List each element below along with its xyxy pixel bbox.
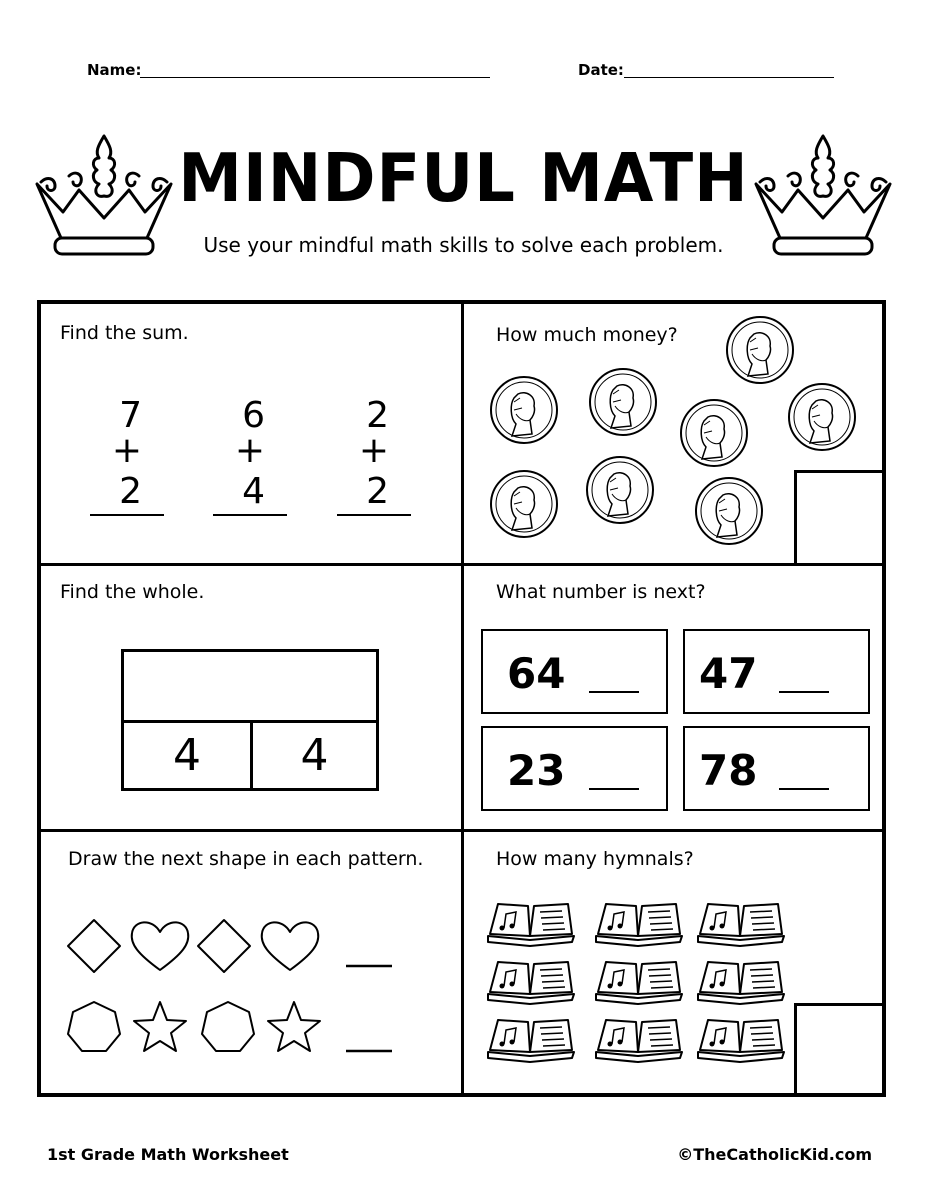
number-value: 23	[507, 746, 566, 795]
q1-prompt: Find the sum.	[60, 322, 189, 344]
addend-top: 6	[242, 395, 265, 436]
date-label: Date:	[578, 61, 624, 79]
penny-icon	[491, 471, 557, 537]
addition-problem	[203, 395, 287, 516]
part-right: 4	[300, 730, 329, 781]
number-value: 64	[507, 649, 566, 698]
hymnal-icon	[596, 904, 682, 946]
coin-text-top	[20, 1160, 29, 1161]
date-field[interactable]	[624, 77, 834, 78]
addend-bottom: + 4	[234, 430, 265, 512]
shape-patterns	[40, 900, 460, 1070]
q4-prompt: What number is next?	[496, 581, 706, 603]
hymnal-icon	[698, 962, 784, 1004]
answer-line[interactable]	[213, 514, 287, 516]
part-left: 4	[124, 723, 253, 788]
answer-line[interactable]	[90, 514, 164, 516]
page-title: MINDFUL MATH	[178, 140, 749, 218]
answer-blank[interactable]	[779, 788, 829, 790]
star-icon	[134, 1002, 186, 1051]
footer-copyright: ©TheCatholicKid.com	[677, 1145, 872, 1164]
number-sequence-box	[481, 629, 668, 714]
penny-icon	[590, 369, 656, 435]
number-sequence-box	[683, 726, 870, 811]
hymnal-books	[464, 880, 794, 1090]
heptagon-icon	[68, 1002, 120, 1051]
hymnal-icon	[698, 1020, 784, 1062]
answer-line[interactable]	[337, 514, 411, 516]
whole-answer-box[interactable]	[124, 652, 376, 723]
penny-icon	[727, 317, 793, 383]
addend-top: 7	[119, 395, 142, 436]
coin-inscriptions	[20, 1160, 36, 1161]
coin-year	[34, 1160, 37, 1161]
addend-bottom: + 2	[111, 430, 142, 512]
footer-title: 1st Grade Math Worksheet	[47, 1145, 289, 1164]
hymnal-icon	[596, 962, 682, 1004]
penny-icon	[491, 377, 557, 443]
addend-bottom: + 2	[358, 430, 389, 512]
diamond-icon	[68, 920, 120, 972]
answer-blank[interactable]	[589, 788, 639, 790]
penny-icon	[789, 384, 855, 450]
number-sequence-box	[683, 629, 870, 714]
hymnal-answer-box[interactable]	[794, 1003, 886, 1097]
number-value: 78	[699, 746, 758, 795]
addend-top: 2	[366, 395, 389, 436]
answer-blank[interactable]	[779, 691, 829, 693]
heptagon-icon	[202, 1002, 254, 1051]
hymnal-icon	[488, 962, 574, 1004]
number-value: 47	[699, 649, 758, 698]
name-field[interactable]	[140, 77, 490, 78]
grid-divider-row1	[37, 563, 886, 566]
penny-icon	[681, 400, 747, 466]
hymnal-icon	[596, 1020, 682, 1062]
name-label: Name:	[87, 61, 142, 79]
page-subtitle: Use your mindful math skills to solve each problem.	[203, 233, 724, 257]
addition-problem	[327, 395, 411, 516]
star-icon	[268, 1002, 320, 1051]
heart-icon	[132, 922, 189, 970]
number-sequence-box	[481, 726, 668, 811]
heart-icon	[262, 922, 319, 970]
hymnal-icon	[488, 904, 574, 946]
number-bond-box	[121, 649, 379, 791]
answer-blank[interactable]	[589, 691, 639, 693]
addition-problem	[80, 395, 164, 516]
q2-prompt: How much money?	[496, 324, 678, 346]
money-answer-box[interactable]	[794, 470, 886, 563]
penny-icon	[587, 457, 653, 523]
grid-divider-row2	[37, 829, 886, 832]
hymnal-icon	[488, 1020, 574, 1062]
diamond-icon	[198, 920, 250, 972]
penny-icon	[696, 478, 762, 544]
hymnal-icon	[698, 904, 784, 946]
q6-prompt: How many hymnals?	[496, 848, 694, 870]
q5-prompt: Draw the next shape in each pattern.	[68, 848, 424, 870]
q3-prompt: Find the whole.	[60, 581, 205, 603]
